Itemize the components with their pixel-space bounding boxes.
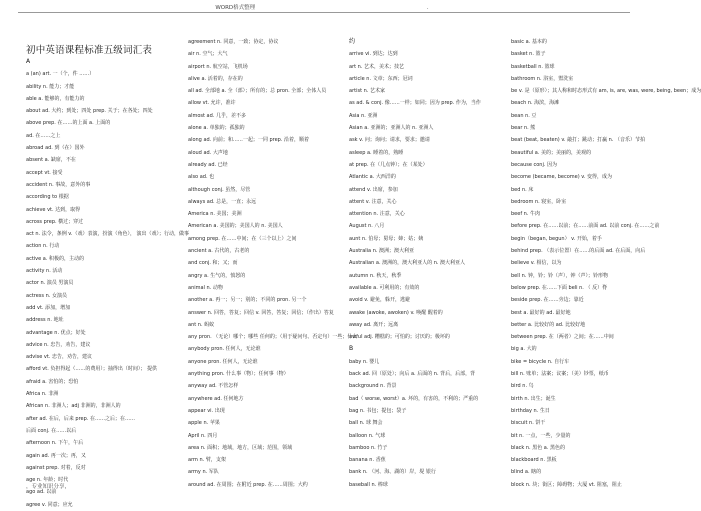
vocab-entry: anywhere ad. 任何地方 [188,395,244,402]
vocab-entry: background n. 背景 [349,383,397,390]
vocab-entry: always ad. 总是，一直；永远 [188,198,257,205]
vocab-entry: banana n. 香蕉 [349,457,386,464]
vocab-entry: abroad ad. 到（在）国外 [26,145,85,152]
vocab-entry: across prep. 横过；穿过 [26,218,84,225]
vocab-entry: ask v. 问；询问；请求，要求；邀请 [349,137,430,144]
vocab-entry: after ad. 在后，后来 prep. 在……之后；在…… [26,415,135,422]
column-4 [511,36,701,491]
vocab-entry: better a. 比较好的 ad. 比较好地 [511,321,586,328]
vocab-entry: bad（ worse, worst）a. 坏的，有害的，不利的；严重的 [349,395,479,402]
vocab-entry: arm n. 臂，支架 [188,457,226,464]
vocab-entry: absent a. 缺席，不在 [26,157,76,164]
vocab-entry: accept vt. 接受 [26,169,63,176]
vocab-entry: anybody pron. 任何人，无论谁 [188,346,261,353]
vocab-entry: bell n. 钟，铃；铃（声），钟（声）；铃形物 [511,272,608,279]
vocab-entry: bag n. 书包；提包；袋子 [349,407,407,414]
vocab-entry: bear n. 熊 [511,125,536,132]
vocab-entry: away ad. 离开；远离 [349,321,399,328]
vocab-entry: basket n. 篮子 [511,51,546,58]
vocab-entry: as ad. & conj. 像……一样；如同；因为 prep. 作为，当作 [349,100,481,107]
vocab-entry: bank n. （河、海、湖的）岸，堤 银行 [349,469,436,476]
vocab-entry: army n. 军队 [188,469,219,476]
vocab-entry: bamboo n. 竹子 [349,444,388,451]
vocab-entry: appear vi. 出现 [188,407,225,414]
vocab-entry: biscuit n. 饼干 [511,420,546,427]
vocab-entry: Atlantic a. 大西洋的 [349,174,396,181]
vocab-entry: aloud ad. 大声地 [188,149,228,156]
vocab-entry: actor n. 演员 男演员 [26,280,74,287]
page-header [0,3,644,11]
vocab-entry: bean n. 豆 [511,112,537,119]
vocab-entry: afraid a. 害怕的；恐怕 [26,378,79,385]
column-2-entries [188,36,358,491]
vocab-entry: afford vt. 负担得起（……的费用）；抽得出（时间）； 提供 [26,366,157,373]
vocab-entry: be v. 是（原形）；其人称和时态形式有 am, is, are, was, were, being, been；成为 [511,88,701,95]
vocab-entry: birthday n. 生日 [511,407,550,414]
vocab-entry: believe v. 相信，以为 [511,260,562,267]
vocab-entry: blind a. 瞎的 [511,469,542,476]
vocab-entry: birth n. 出生；诞生 [511,395,556,402]
vocab-entry: about ad. 大约；到处；四处 prep. 关于；在各处；四处 [26,108,153,115]
vocab-entry: baseball n. 棒球 [349,481,388,488]
vocab-entry: artist n. 艺术家 [349,88,385,95]
vocab-entry: before prep. 在……以前；在……前面 ad. 以前 conj. 在……之前 [511,223,660,230]
vocab-entry: accident n. 事故，意外的事 [26,181,91,188]
vocab-entry: beside prep. 在……旁边；靠近 [511,297,584,304]
vocab-entry: April n. 四月 [188,432,218,439]
vocab-entry: beach n. 海滨，海滩 [511,100,560,107]
vocab-entry: apple n. 苹果 [188,420,220,427]
vocab-entry: Australia n. 澳洲；澳大利亚 [349,248,415,255]
vocab-entry: 后面 conj. 在……以后 [26,427,77,434]
column-4-entries [511,36,701,491]
vocab-entry: agree v. 同意；应允 [26,501,73,508]
page-footer: ，专业知识分享， [26,484,71,490]
vocab-entry: angry a. 生气的，愤怒的 [188,272,246,279]
vocab-entry: American a. 美国的；美国人的 n. 美国人 [188,223,283,230]
vocab-entry: attent v. 注意，关心 [349,198,397,205]
vocab-entry: bit n. 一点，一些，少量的 [511,432,571,439]
vocab-entry: block n. 块；街区；障碍物；大厦 vt. 阻塞，阻止 [511,481,622,488]
vocab-entry: ball n. 球 舞会 [349,420,383,427]
vocab-entry: between prep. 在（两者）之间；在……中间 [511,334,614,341]
vocab-entry: basketball n. 篮球 [511,63,555,70]
vocab-entry: anyone pron. 任何人，无论谁 [188,358,258,365]
vocab-entry: also ad. 也 [188,174,215,181]
vocab-entry: article n. 文章；东西；冠词 [349,75,413,82]
vocab-entry: below prep. 在……下面 beli n. （ 反）脊 [511,284,608,291]
vocab-entry: alive a. 活着的，存在的 [188,75,243,82]
vocab-entry: airport n. 航空站，飞机场 [188,63,248,70]
vocab-entry: begin（began, begun） v. 开始，着手 [511,235,602,242]
vocab-entry: baby n. 婴儿 [349,358,380,365]
vocab-entry: address n. 地址 [26,317,64,324]
header-mark: . [426,5,429,11]
vocab-entry: attention n. 注意，关心 [349,211,405,218]
vocab-entry: along ad. 向前；和……一起；一同 prep. 沿着，顺着 [188,137,310,144]
vocab-entry: behind prep. （表示位置）在……的后面 ad. 在后面，向后 [511,248,646,255]
column-1 [26,36,190,511]
column-2 [188,36,358,491]
vocab-entry: active a. 积极的，主动的 [26,255,85,262]
vocab-entry: already ad. 已经 [188,161,228,168]
column-3 [349,36,499,491]
vocab-entry: action n. 行动 [26,243,60,250]
vocab-entry: actress n. 女演员 [26,292,67,299]
vocab-entry: agreement n. 同意，一致；协定，协议 [188,39,279,45]
vocab-entry: awake (awoke, awoken) v. 唤醒 醒着的 [349,309,443,316]
vocab-entry: allow vt. 允许，准许 [188,100,236,107]
vocab-entry: aunt n. 伯母；舅母；婶；姑；姨 [349,235,424,242]
vocab-entry: according to 根据 [26,194,69,201]
vocab-entry: advise vt. 忠告，劝告，建议 [26,354,92,361]
vocab-entry: at prep. 在（几点钟）；在（某处） [349,161,428,168]
vocab-entry: beautiful a. 美的；美丽的，美观的 [511,149,591,156]
vocab-entry: bedroom n. 寝室，卧室 [511,198,567,205]
document-title: 初中英语课程标准五级词汇表 [26,45,153,56]
vocab-entry: above prep. 在……的上面 a. 上面的 [26,120,111,127]
vocab-entry: able a. 能够的，有能力的 [26,95,85,102]
vocab-entry: bird n. 鸟 [511,383,534,390]
vocab-entry: ancient a. 古代的，古老的 [188,248,250,255]
column-1-entries [26,56,190,511]
vocab-entry: Australian a. 澳洲的，澳大利亚人的 n. 澳大利亚人 [349,260,466,267]
section-letter: B [349,345,354,353]
vocab-entry: activity n. 活动 [26,268,63,275]
vocab-entry: bathroom n. 浴室，盥洗室 [511,75,574,82]
vocab-entry: advantage n. 优点；好处 [26,329,86,336]
vocab-entry: beef n. 牛肉 [511,211,541,218]
vocab-entry: again ad. 再一次；再，又 [26,452,86,459]
vocab-entry: basic a. 基本的 [511,39,547,45]
vocab-entry: act n. 法令，条例 v.（戏）表演，扮演（角色）， 演出（戏）；行动，做事 [26,231,190,238]
vocab-entry: afternoon n. 下午，午后 [26,440,84,447]
vocab-entry: animal n. 动物 [188,284,223,291]
vocab-entry: back ad. 回（原处）；向后 a. 后面的 n. 背后，后部，背 [349,371,476,378]
header-text: WORD格式整理 [215,5,256,11]
vocab-entry: ad. 在……之上 [26,132,61,139]
vocab-entry: big a. 大的 [511,346,537,353]
vocab-entry: available a. 可利用的；有效的 [349,284,420,291]
vocab-entry: area n. 面积；地域，地方，区域；范围，领域 [188,444,293,451]
vocab-entry: a (an) art. 一（个，件 ……） [26,71,95,78]
section-letter: 约 [349,38,356,45]
vocab-entry: and conj. 和；又；而 [188,260,238,267]
vocab-entry: African n. 非洲人；adj 非洲的，非洲人的 [26,403,121,410]
header-rule [18,12,630,13]
vocab-entry: attend v. 出席，参加 [349,186,398,193]
vocab-entry: autumn n. 秋天，秋季 [349,272,402,279]
vocab-entry: best a. 最好的 ad. 最好地 [511,309,571,316]
section-letter: A [26,58,31,65]
vocab-entry: against prep. 对着，反对 [26,464,86,471]
vocab-entry: avoid v. 避免，躲开，逃避 [349,297,410,304]
vocab-entry: because conj. 因为 [511,161,558,168]
vocab-entry: alone a. 单独的；孤独的 [188,125,245,132]
vocab-entry: any pron. （无论）哪个；哪些 任何的；（用于疑问句、否定句）一些；什么 [188,334,358,341]
vocab-entry: beat (beat, beaten) v. 敲打；跳动；打赢 n. （音乐）节拍 [511,137,646,144]
vocab-entry: black n. 黑色 a. 黑色的 [511,444,566,451]
vocab-entry: Asia n. 亚洲 [349,112,378,119]
vocab-entry: Africa n. 非洲 [26,391,59,398]
vocab-entry: air n. 空气；大气 [188,51,228,58]
vocab-entry: almost ad. 几乎，差不多 [188,112,246,119]
vocab-entry: arrive vi. 到达；达到 [349,51,398,58]
vocab-entry: America n. 美国；美洲 [188,211,242,218]
vocab-entry: anyway ad. 不管怎样 [188,383,239,390]
vocab-entry: although conj. 虽然，尽管 [188,186,251,193]
vocab-entry: age n. 年龄；时代 [26,477,69,484]
vocab-entry: add vt. 添加，增加 [26,304,71,311]
vocab-entry: bike = bicycle n. 自行车 [511,358,570,365]
vocab-entry: ability n. 能力；才能 [26,83,75,90]
vocab-entry: balloon n. 气球 [349,432,386,439]
vocab-entry: art n. 艺术，美术；技艺 [349,63,405,70]
vocab-entry: asleep a. 睡着的，熟睡 [349,149,404,156]
vocab-entry: around ad. 在周围；在附近 prep. 在……周围；大约 [188,481,308,488]
column-3-entries [349,36,499,491]
vocab-entry: all ad. 全部地 a. 全（部）；所有的；总 pron. 全部；全体人员 [188,88,327,95]
vocab-entry: August n. 八月 [349,223,385,230]
vocab-entry: bill n. 账单；法案；议案；（美）钞票，纸币 [511,371,609,378]
vocab-entry: become (became, become) v. 变得，成为 [511,174,613,181]
vocab-entry: Asian a. 亚洲的；亚洲人的 n. 亚洲人 [349,125,434,132]
vocab-entry: bed n. 床 [511,186,534,193]
vocab-entry: ago ad. 以前 [26,489,57,496]
vocab-entry: awful adj. 糟糕的；可怕的；讨厌的；极坏的 [349,334,450,341]
vocab-entry: achieve vt. 达到，取得 [26,206,81,213]
vocab-entry: ant n. 蚂蚁 [188,321,215,328]
vocab-entry: anything pron. 什么事（物）；任何事（物） [188,371,289,378]
vocab-entry: advice n. 忠告，劝告，建议 [26,341,91,348]
vocab-entry: among prep. 在……中间；在（三个以上）之间 [188,235,297,242]
vocab-entry: another a. 再一；另一；别的；不同的 pron. 另一个 [188,297,307,304]
vocab-entry: answer n. 回答，答复；回信 v. 回答，答复；回信；（作出）答复 [188,309,334,316]
vocab-entry: blackboard n. 黑板 [511,457,557,464]
